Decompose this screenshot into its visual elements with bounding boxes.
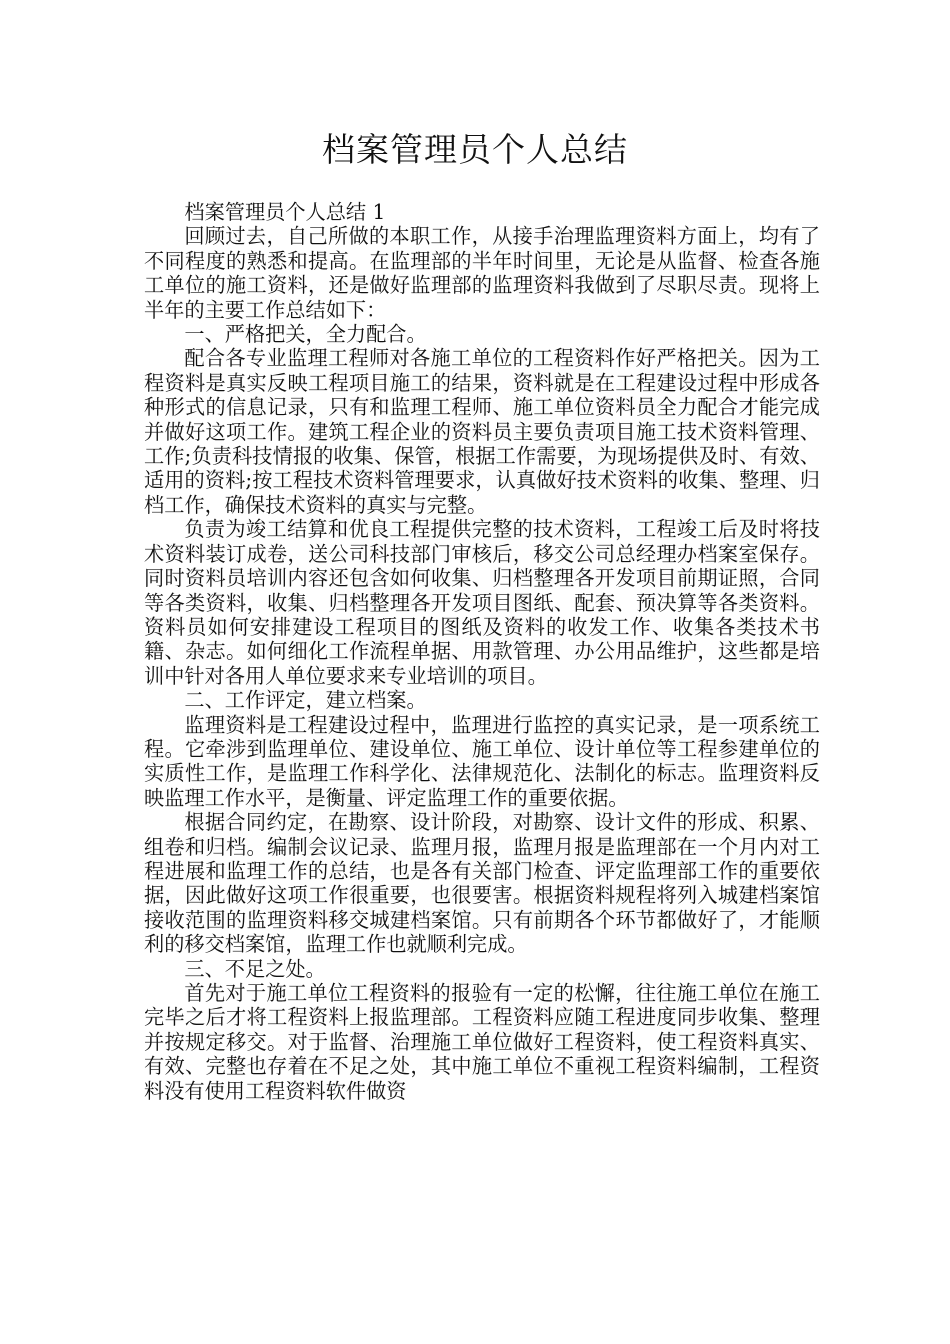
intro-paragraph: 回顾过去，自己所做的本职工作，从接手治理监理资料方面上，均有了不同程度的熟悉和提高。在监理部的半年时间里，无论是从监督、检查各施工单位的施工资料，还是做好监理部的监理资料我做到了尽职尽责。现将上半年的主要工作总结如下：	[144, 224, 820, 322]
body-paragraph: 首先对于施工单位工程资料的报验有一定的松懈，往往施工单位在施工完毕之后才将工程资料上报监理部。工程资料应随工程进度同步收集、整理并按规定移交。对于监督、治理施工单位做好工程资料，使工程资料真实、有效、完整也存着在不足之处，其中施工单位不重视工程资料编制，工程资料没有使用工程资料软件做资	[144, 981, 820, 1103]
body-paragraph: 配合各专业监理工程师对各施工单位的工程资料作好严格把关。因为工程资料是真实反映工程项目施工的结果，资料就是在工程建设过程中形成各种形式的信息记录，只有和监理工程师、施工单位资料员全力配合才能完成并做好这项工作。建筑工程企业的资料员主要负责项目施工技术资料管理、工作;负责科技情报的收集、保管，根据工作需要，为现场提供及时、有效、适用的资料;按工程技术资料管理要求，认真做好技术资料的收集、整理、归档工作，确保技术资料的真实与完整。	[144, 346, 820, 517]
section-heading-2: 二、工作评定，建立档案。	[184, 688, 427, 713]
body-paragraph: 负责为竣工结算和优良工程提供完整的技术资料，工程竣工后及时将技术资料装订成卷，送公司科技部门审核后，移交公司总经理办档案室保存。同时资料员培训内容还包含如何收集、归档整理各开发项目前期证照，合同等各类资料，收集、归档整理各开发项目图纸、配套、预决算等各类资料。资料员如何安排建设工程项目的图纸及资料的收发工作、收集各类技术书籍、杂志。如何细化工作流程单据、用款管理、办公用品维护，这些都是培训中针对各用人单位要求来专业培训的项目。	[144, 517, 820, 688]
document-body	[144, 200, 820, 1103]
document-title: 档案管理员个人总结	[322, 130, 628, 169]
subtitle-paragraph: 档案管理员个人总结 1	[184, 200, 386, 224]
section-heading-1: 一、严格把关，全力配合。	[184, 322, 427, 347]
section-heading-3: 三、不足之处。	[184, 956, 326, 981]
body-paragraph: 根据合同约定，在勘察、设计阶段，对勘察、设计文件的形成、积累、组卷和归档。编制会议记录、监理月报，监理月报是监理部在一个月内对工程进展和监理工作的总结，也是各有关部门检查、评定监理部工作的重要依据，因此做好这项工作很重要，也很要害。根据资料规程将列入城建档案馆接收范围的监理资料移交城建档案馆。只有前期各个环节都做好了，才能顺利的移交档案馆，监理工作也就顺利完成。	[144, 810, 820, 957]
body-paragraph: 监理资料是工程建设过程中，监理进行监控的真实记录，是一项系统工程。它牵涉到监理单位、建设单位、施工单位、设计单位等工程参建单位的实质性工作，是监理工作科学化、法律规范化、法制化的标志。监理资料反映监理工作水平，是衡量、评定监理工作的重要依据。	[144, 712, 820, 810]
